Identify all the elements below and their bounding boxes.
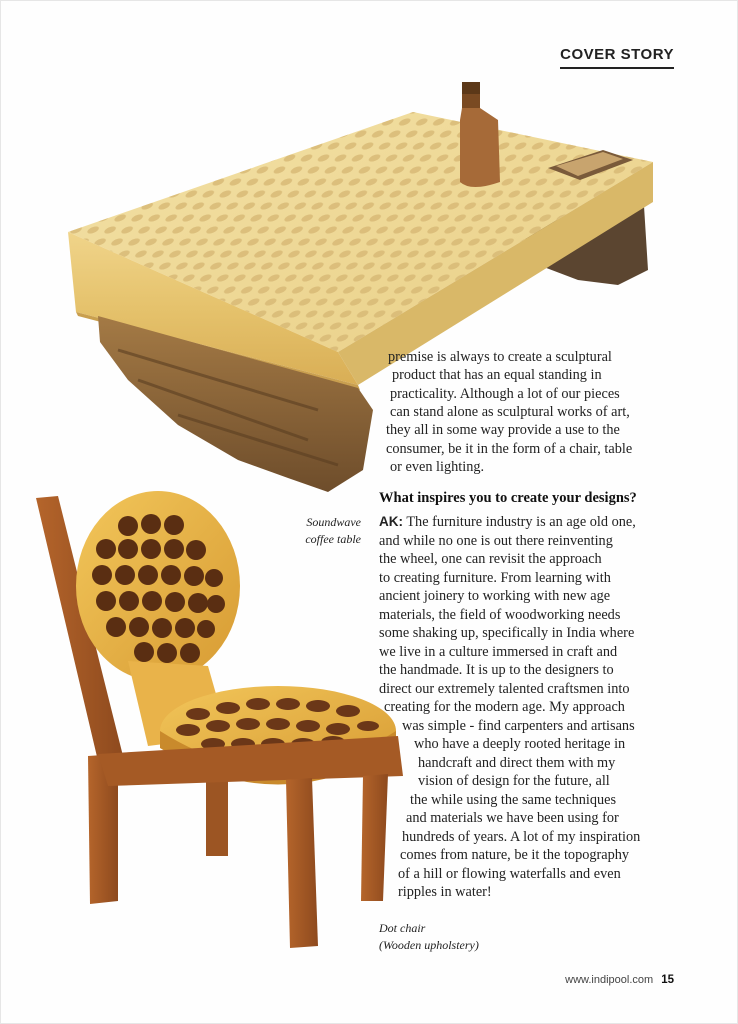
answer-line: the wheel, one can revisit the approach [379, 551, 602, 567]
answer-line: hundreds of years. A lot of my inspiration [402, 829, 641, 845]
answer-line: the handmade. It is up to the designers to [379, 662, 614, 678]
caption-line: Dot chair [379, 921, 426, 935]
dot-chair-image [28, 486, 418, 956]
intro-line: can stand alone as sculptural works of art, [390, 404, 630, 420]
answer-line: creating for the modern age. My approach [384, 699, 625, 715]
answer-line: vision of design for the future, all [418, 773, 610, 789]
answer-line: to creating furniture. From learning with [379, 570, 611, 586]
intro-line: practicality. Although a lot of our pieces [390, 386, 620, 402]
intro-line: product that has an equal standing in [392, 367, 602, 383]
table-caption [294, 514, 361, 548]
caption-line: (Wooden upholstery) [379, 938, 479, 952]
answer-line: who have a deeply rooted heritage in [414, 736, 626, 752]
answer-line: ancient joinery to working with new age [379, 588, 611, 604]
answer-line: materials, the field of woodworking needs [379, 607, 621, 623]
caption-line: Soundwave [306, 515, 361, 529]
intro-line: consumer, be it in the form of a chair, table [386, 441, 633, 457]
section-header: COVER STORY [560, 46, 674, 69]
answer-line: of a hill or flowing waterfalls and even [398, 866, 621, 882]
intro-line: premise is always to create a sculptural [388, 349, 612, 365]
answer-line: and materials we have been using for [406, 810, 619, 826]
footer-url: www.indipool.com [565, 974, 654, 986]
answer-tag: AK: [379, 514, 403, 529]
answer-line: ripples in water! [398, 884, 492, 900]
answer-line: was simple - find carpenters and artisans [402, 718, 635, 734]
chair-caption [379, 920, 479, 954]
caption-line: coffee table [305, 532, 361, 546]
answer-line-first [379, 513, 636, 531]
intro-line: they all in some way provide a use to the [386, 422, 620, 438]
answer-line: comes from nature, be it the topography [400, 847, 630, 863]
intro-line: or even lighting. [390, 459, 485, 475]
answer-line: and while no one is out there reinventing [379, 533, 613, 549]
page-footer [565, 974, 674, 986]
answer-text: The furniture industry is an age old one, [406, 514, 636, 530]
answer-line: handcraft and direct them with my [418, 755, 616, 771]
answer-line: direct our extremely talented craftsmen into [379, 681, 630, 697]
answer-line: we live in a culture immersed in craft and [379, 644, 618, 660]
page-number: 15 [661, 974, 674, 986]
answer-line: some shaking up, specifically in India where [379, 625, 635, 641]
answer-line: the while using the same techniques [410, 792, 617, 808]
interview-question: What inspires you to create your designs? [379, 490, 637, 506]
